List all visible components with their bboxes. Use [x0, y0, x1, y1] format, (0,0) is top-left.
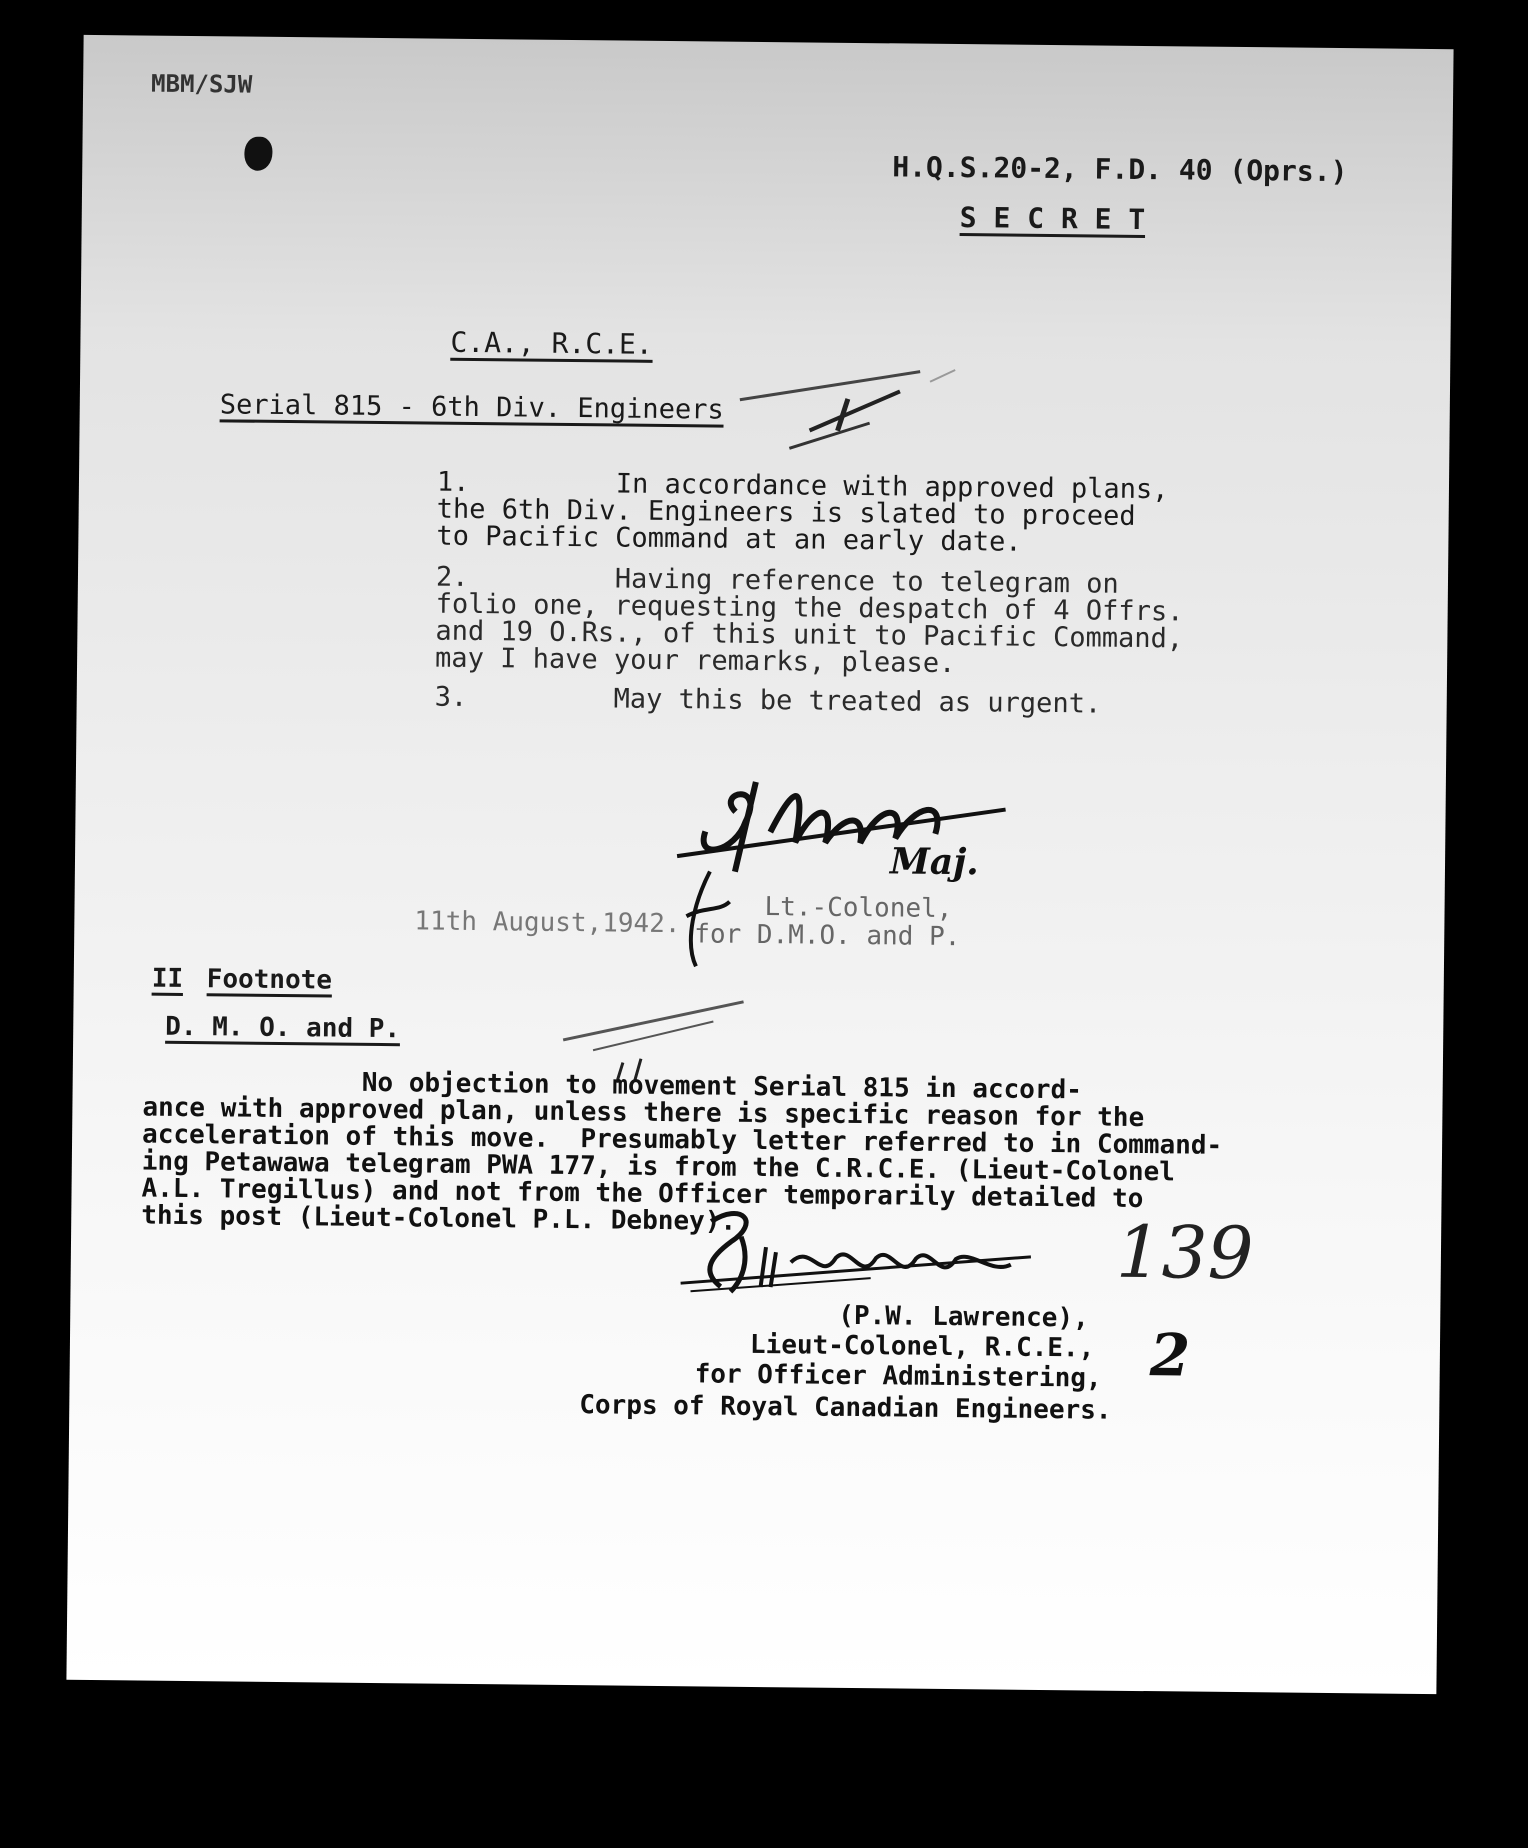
footnote-number: II: [151, 963, 184, 994]
footnote-signatory-name: (P.W. Lawrence),: [838, 1300, 1089, 1334]
minute-number-1-handwriting: [729, 360, 990, 463]
folio-number: 139: [1115, 1209, 1254, 1296]
footnote-signatory-corps: Corps of Royal Canadian Engineers.: [579, 1390, 1112, 1426]
paragraph-1: 1. In accordance with approved plans, the 6th Div. Engineers is slated to proceed to Pacific Command at an early date.: [436, 466, 1169, 558]
footnote-addressee: D. M. O. and P.: [165, 1011, 401, 1045]
first-minute-rank: Lt.-Colonel,: [764, 892, 953, 925]
handwritten-rank-annotation: Maj.: [889, 840, 979, 884]
file-number: H.Q.S.20-2, F.D. 40 (Oprs.): [892, 150, 1348, 189]
folio-mark: 2: [1149, 1321, 1191, 1390]
paragraph-2: 2. Having reference to telegram on folio one, requesting the despatch of 4 Offrs. and 19 O.Rs., of this unit to Pacific Command, may I have your remarks, please.: [434, 561, 1184, 680]
first-minute-for: for D.M.O. and P.: [694, 919, 961, 953]
footnote-heading: Footnote: [206, 964, 333, 996]
footnote-signatory-role: for Officer Administering,: [694, 1359, 1102, 1394]
signature-for-mark: [674, 861, 745, 972]
subject-line: Serial 815 - 6th Div. Engineers: [219, 389, 724, 426]
reference-initials: MBM/SJW: [150, 69, 253, 99]
ink-blot: [244, 137, 272, 171]
paragraph-3: 3. May this be treated as urgent.: [434, 681, 1102, 720]
document-page: [66, 35, 1453, 1694]
first-minute-date: 11th August,1942.: [414, 906, 681, 940]
signature-lawrence: [670, 1191, 1051, 1305]
footnote-signatory-rank: Lieut-Colonel, R.C.E.,: [749, 1329, 1095, 1364]
classification-marking: S E C R E T: [959, 201, 1146, 236]
footnote-text: No objection to movement Serial 815 in accord- ance with approved plan, unless there is specific reason for the acceleration of this move. Presumably letter referred to in Command- ing Petawawa telegram PWA 177, is from the C.R.C.E. (Lieut-Colonel A.L. Tregillus) and not from the Officer temporarily detailed to this post (Lieut-Colonel P.L. Debney).: [141, 1065, 1223, 1237]
addressee: C.A., R.C.E.: [450, 325, 653, 361]
